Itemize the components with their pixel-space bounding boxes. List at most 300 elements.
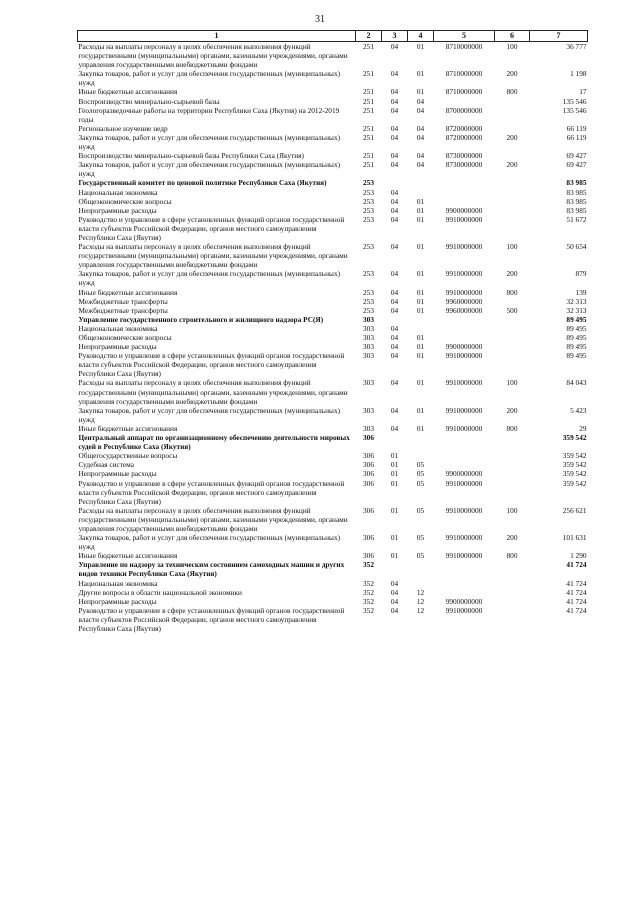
- table-row: [78, 106, 588, 124]
- row-subsection-cell: 05: [416, 469, 425, 479]
- row-admin-code-cell: 251: [363, 132, 374, 142]
- row-target-article-cell: 9910000000: [445, 214, 483, 224]
- row-expense-type-cell: 100: [506, 242, 518, 252]
- row-section-cell: 01: [390, 533, 399, 543]
- row-admin-code-cell: 306: [363, 478, 374, 488]
- table-row: [78, 188, 588, 197]
- row-expense-type-cell: [495, 97, 530, 106]
- row-amount-cell: 41 724: [566, 587, 587, 597]
- row-amount-cell: 32 313: [566, 305, 587, 315]
- row-name-cell: Воспроизводство минерально-сырьевой базы Республики Саха (Якутия): [78, 151, 304, 161]
- table-row: [78, 324, 588, 333]
- table-row-section: [78, 433, 588, 451]
- row-subsection-cell: [408, 324, 434, 333]
- row-admin-code-cell: 306: [363, 433, 374, 443]
- table-row: [78, 406, 588, 424]
- row-target-article-cell: 9910000000: [445, 533, 483, 543]
- row-admin-code-cell: 303: [363, 378, 374, 388]
- row-target-article-cell: [434, 460, 495, 469]
- row-expense-type-cell: [495, 197, 530, 206]
- row-section-cell: 04: [390, 187, 399, 197]
- row-subsection-cell: 04: [416, 132, 425, 142]
- row-name-cell: Непрограммные расходы: [78, 596, 157, 606]
- row-expense-type-cell: [495, 342, 530, 351]
- row-name-cell: Общеэкономические вопросы: [78, 196, 172, 206]
- row-amount-cell: 66 119: [566, 123, 587, 133]
- table-row-section: [78, 178, 588, 187]
- row-expense-type-cell: [495, 606, 530, 633]
- table-row: [78, 479, 588, 506]
- table-row: [78, 288, 588, 297]
- row-target-article-cell: 9910000000: [445, 423, 483, 433]
- row-subsection-cell: 12: [416, 596, 425, 606]
- row-subsection-cell: 05: [416, 478, 425, 488]
- row-target-article-cell: [434, 333, 495, 342]
- row-section-cell: 04: [390, 205, 399, 215]
- row-amount-cell: 256 621: [562, 505, 587, 515]
- row-subsection-cell: [408, 451, 434, 460]
- row-expense-type-cell: 800: [506, 87, 518, 97]
- row-section-cell: 04: [390, 333, 399, 342]
- row-name-cell: Межбюджетные трансферты: [78, 305, 168, 315]
- row-amount-cell: 41 724: [566, 578, 587, 588]
- budget-table: [77, 30, 588, 633]
- row-target-article-cell: 9910000000: [445, 478, 483, 488]
- row-name-cell: Судебная система: [78, 460, 134, 470]
- row-target-article-cell: [434, 97, 495, 106]
- row-section-cell: [382, 433, 408, 451]
- table-row: [78, 451, 588, 460]
- row-admin-code-cell: 303: [363, 351, 374, 361]
- row-amount-cell: 359 542: [562, 460, 587, 470]
- row-target-article-cell: 9910000000: [445, 287, 483, 297]
- row-subsection-cell: 04: [416, 96, 425, 106]
- row-subsection-cell: 12: [416, 587, 425, 597]
- row-expense-type-cell: [495, 579, 530, 588]
- row-amount-cell: 1 290: [570, 551, 587, 561]
- row-name-cell: Расходы на выплаты персоналу в целях обеспечения выполнения функций государственными (муниципальными) органами, казенными учреждениями, органами управления государственными внебюджетными фондами: [78, 378, 348, 406]
- row-admin-code-cell: 352: [363, 560, 374, 570]
- row-name-cell: Закупка товаров, работ и услуг для обеспечения государственных (муниципальных) нужд: [78, 69, 341, 88]
- row-expense-type-cell: 200: [506, 160, 518, 170]
- row-target-article-cell: 9900000000: [445, 469, 483, 479]
- row-subsection-cell: [408, 178, 434, 187]
- row-name-cell: Руководство и управление в сфере установленных функций органов государственной власти субъектов Российской Федерации, органов местного самоуправления Республики Саха (Якутия): [78, 605, 345, 633]
- row-name-cell: Иные бюджетные ассигнования: [78, 287, 178, 297]
- table-row: [78, 97, 588, 106]
- row-section-cell: 01: [390, 551, 399, 561]
- row-expense-type-cell: 800: [506, 287, 518, 297]
- row-name-cell: Воспроизводство минерально-сырьевой базы: [78, 96, 220, 106]
- row-target-article-cell: 9960000000: [445, 296, 483, 306]
- row-amount-cell: 135 546: [562, 105, 587, 115]
- row-amount-cell: 51 672: [566, 214, 587, 224]
- row-expense-type-cell: [495, 333, 530, 342]
- row-target-article-cell: 9900000000: [445, 596, 483, 606]
- row-name-cell: Непрограммные расходы: [78, 342, 157, 352]
- table-row-section: [78, 315, 588, 324]
- row-expense-type-cell: [495, 451, 530, 460]
- page-number: 31: [315, 14, 325, 25]
- row-subsection-cell: 01: [416, 287, 425, 297]
- row-target-article-cell: 8710000000: [445, 69, 483, 79]
- row-expense-type-cell: [495, 469, 530, 478]
- row-admin-code-cell: 306: [363, 505, 374, 515]
- row-admin-code-cell: 303: [363, 405, 374, 415]
- row-expense-type-cell: [495, 433, 530, 451]
- row-name-cell: Центральный аппарат по организационному обеспечению деятельности мировых судей в Республике Саха (Якутия): [78, 433, 350, 452]
- row-section-cell: 04: [390, 42, 399, 51]
- row-section-cell: 04: [390, 323, 399, 333]
- table-row: [78, 133, 588, 151]
- row-subsection-cell: 01: [416, 214, 425, 224]
- row-target-article-cell: 8730000000: [445, 160, 483, 170]
- row-expense-type-cell: [495, 106, 530, 124]
- row-target-article-cell: 9910000000: [445, 378, 483, 388]
- row-section-cell: [382, 315, 408, 324]
- row-section-cell: 01: [390, 460, 399, 470]
- row-expense-type-cell: [495, 178, 530, 187]
- row-admin-code-cell: 253: [363, 287, 374, 297]
- row-target-article-cell: 9910000000: [445, 242, 483, 252]
- row-target-article-cell: 8720000000: [445, 123, 483, 133]
- row-target-article-cell: [434, 178, 495, 187]
- row-amount-cell: 139: [575, 287, 587, 297]
- row-name-cell: Закупка товаров, работ и услуг для обеспечения государственных (муниципальных) нужд: [78, 405, 341, 424]
- row-name-cell: Закупка товаров, работ и услуг для обеспечения государственных (муниципальных) нужд: [78, 533, 341, 552]
- row-name-cell: Иные бюджетные ассигнования: [78, 551, 178, 561]
- row-amount-cell: 50 654: [566, 242, 587, 252]
- row-amount-cell: 359 542: [562, 469, 587, 479]
- row-expense-type-cell: 200: [506, 69, 518, 79]
- column-header: 7: [530, 31, 588, 42]
- row-target-article-cell: [434, 451, 495, 460]
- row-target-article-cell: [434, 197, 495, 206]
- table-row: [78, 469, 588, 478]
- row-subsection-cell: 01: [416, 305, 425, 315]
- table-row: [78, 215, 588, 242]
- row-amount-cell: 84 043: [566, 378, 587, 388]
- table-row: [78, 424, 588, 433]
- row-target-article-cell: [434, 433, 495, 451]
- row-section-cell: 04: [390, 196, 399, 206]
- row-subsection-cell: 01: [416, 423, 425, 433]
- row-section-cell: 04: [390, 296, 399, 306]
- table-row: [78, 342, 588, 351]
- row-target-article-cell: 9910000000: [445, 351, 483, 361]
- row-target-article-cell: 9960000000: [445, 305, 483, 315]
- row-amount-cell: 83 985: [566, 187, 587, 197]
- row-name-cell: Закупка товаров, работ и услуг для обеспечения государственных (муниципальных) нужд: [78, 132, 341, 152]
- row-admin-code-cell: 352: [363, 578, 374, 588]
- row-expense-type-cell: 500: [506, 305, 518, 315]
- row-admin-code-cell: 253: [363, 269, 374, 279]
- row-section-cell: 04: [390, 87, 399, 97]
- row-admin-code-cell: 253: [363, 242, 374, 252]
- row-amount-cell: 36 777: [566, 42, 587, 51]
- table-row: [78, 197, 588, 206]
- row-admin-code-cell: 306: [363, 551, 374, 561]
- column-header: 3: [382, 31, 408, 42]
- row-amount-cell: 359 542: [562, 478, 587, 488]
- row-subsection-cell: 01: [416, 378, 425, 388]
- row-name-cell: Межбюджетные трансферты: [78, 296, 168, 306]
- row-expense-type-cell: 800: [506, 423, 518, 433]
- row-amount-cell: 17: [579, 87, 587, 97]
- row-name-cell: Национальная экономика: [78, 323, 158, 333]
- row-subsection-cell: 04: [416, 105, 425, 115]
- row-admin-code-cell: 303: [363, 314, 374, 324]
- row-amount-cell: 69 427: [566, 160, 587, 170]
- row-expense-type-cell: 100: [506, 42, 518, 51]
- table-row: [78, 242, 588, 269]
- table-row: [78, 551, 588, 560]
- table-row: [78, 69, 588, 87]
- row-amount-cell: 89 495: [566, 351, 587, 361]
- row-subsection-cell: 05: [416, 551, 425, 561]
- column-header: 2: [356, 31, 382, 42]
- row-section-cell: 01: [390, 469, 399, 479]
- row-expense-type-cell: [495, 588, 530, 597]
- row-section-cell: 04: [390, 605, 399, 615]
- row-section-cell: 01: [390, 505, 399, 515]
- row-subsection-cell: 01: [416, 196, 425, 206]
- row-name-cell: Непрограммные расходы: [78, 205, 157, 215]
- row-amount-cell: 879: [575, 269, 587, 279]
- row-subsection-cell: 01: [416, 269, 425, 279]
- column-header: 4: [408, 31, 434, 42]
- row-admin-code-cell: 251: [363, 123, 374, 133]
- row-section-cell: 04: [390, 123, 399, 133]
- column-header: 5: [434, 31, 495, 42]
- row-section-cell: 04: [390, 242, 399, 252]
- table-row: [78, 506, 588, 533]
- row-name-cell: Расходы на выплаты персоналу в целях обеспечения выполнения функций государственными (муниципальными) органами, казенными учреждениями, органами управления государственными внебюджетными фондами: [78, 42, 348, 70]
- row-amount-cell: 32 313: [566, 296, 587, 306]
- row-subsection-cell: 01: [416, 42, 425, 51]
- row-subsection-cell: 04: [416, 160, 425, 170]
- row-section-cell: 04: [390, 96, 399, 106]
- row-section-cell: 04: [390, 287, 399, 297]
- row-target-article-cell: [434, 588, 495, 597]
- row-section-cell: 04: [390, 214, 399, 224]
- row-subsection-cell: 01: [416, 296, 425, 306]
- row-name-cell: Национальная экономика: [78, 578, 158, 588]
- row-subsection-cell: 05: [416, 460, 425, 470]
- row-target-article-cell: 8720000000: [445, 132, 483, 142]
- row-target-article-cell: [434, 579, 495, 588]
- row-admin-code-cell: 253: [363, 214, 374, 224]
- row-expense-type-cell: 800: [506, 551, 518, 561]
- row-amount-cell: 41 724: [566, 560, 587, 570]
- row-subsection-cell: [408, 433, 434, 451]
- row-admin-code-cell: 253: [363, 178, 374, 188]
- row-target-article-cell: [434, 188, 495, 197]
- row-target-article-cell: 9900000000: [445, 342, 483, 352]
- row-admin-code-cell: 352: [363, 596, 374, 606]
- row-amount-cell: 41 724: [566, 596, 587, 606]
- column-header: 6: [495, 31, 530, 42]
- row-subsection-cell: 01: [416, 69, 425, 79]
- table-row: [78, 124, 588, 133]
- row-section-cell: 04: [390, 151, 399, 161]
- row-subsection-cell: 04: [416, 151, 425, 161]
- row-expense-type-cell: 200: [506, 405, 518, 415]
- row-name-cell: Региональное изучение недр: [78, 123, 168, 133]
- row-name-cell: Национальная экономика: [78, 187, 158, 197]
- row-target-article-cell: 8700000000: [445, 105, 483, 115]
- table-row: [78, 460, 588, 469]
- row-name-cell: Иные бюджетные ассигнования: [78, 87, 178, 97]
- row-expense-type-cell: [495, 460, 530, 469]
- row-expense-type-cell: [495, 324, 530, 333]
- row-section-cell: 04: [390, 578, 399, 588]
- row-target-article-cell: [434, 560, 495, 578]
- table-row-section: [78, 560, 588, 578]
- row-section-cell: 04: [390, 132, 399, 142]
- row-admin-code-cell: 303: [363, 342, 374, 352]
- row-subsection-cell: [408, 188, 434, 197]
- row-amount-cell: 359 542: [562, 451, 587, 461]
- row-expense-type-cell: 200: [506, 132, 518, 142]
- row-section-cell: 04: [390, 305, 399, 315]
- row-name-cell: Закупка товаров, работ и услуг для обеспечения государственных (муниципальных) нужд: [78, 160, 341, 179]
- row-section-cell: 04: [390, 269, 399, 279]
- table-row: [78, 351, 588, 378]
- row-target-article-cell: 9910000000: [445, 269, 483, 279]
- row-subsection-cell: 04: [416, 123, 425, 133]
- row-admin-code-cell: 251: [363, 96, 374, 106]
- row-section-cell: [382, 560, 408, 578]
- row-section-cell: 04: [390, 160, 399, 170]
- row-expense-type-cell: 200: [506, 533, 518, 543]
- row-admin-code-cell: 253: [363, 205, 374, 215]
- row-amount-cell: 29: [579, 423, 587, 433]
- row-admin-code-cell: 306: [363, 460, 374, 470]
- row-amount-cell: 89 495: [566, 323, 587, 333]
- row-section-cell: 01: [390, 451, 399, 461]
- row-admin-code-cell: 253: [363, 305, 374, 315]
- row-admin-code-cell: 352: [363, 587, 374, 597]
- row-section-cell: 04: [390, 105, 399, 115]
- row-expense-type-cell: [495, 206, 530, 215]
- row-admin-code-cell: 251: [363, 105, 374, 115]
- table-row: [78, 533, 588, 551]
- table-row: [78, 579, 588, 588]
- row-admin-code-cell: 251: [363, 42, 374, 51]
- row-amount-cell: 89 495: [566, 333, 587, 342]
- row-name-cell: Геологоразведочные работы на территории Республики Саха (Якутия) на 2012-2019 годы: [78, 105, 340, 124]
- row-admin-code-cell: 251: [363, 160, 374, 170]
- row-admin-code-cell: 303: [363, 423, 374, 433]
- row-section-cell: 04: [390, 378, 399, 388]
- row-target-article-cell: 8730000000: [445, 151, 483, 161]
- row-amount-cell: 89 495: [566, 342, 587, 352]
- row-section-cell: 04: [390, 405, 399, 415]
- row-admin-code-cell: 303: [363, 333, 374, 342]
- row-expense-type-cell: [495, 351, 530, 378]
- row-subsection-cell: 05: [416, 533, 425, 543]
- row-target-article-cell: 9910000000: [445, 551, 483, 561]
- row-target-article-cell: [434, 315, 495, 324]
- row-target-article-cell: 9910000000: [445, 505, 483, 515]
- row-admin-code-cell: 253: [363, 187, 374, 197]
- row-section-cell: 04: [390, 69, 399, 79]
- row-subsection-cell: 01: [416, 342, 425, 352]
- table-row: [78, 269, 588, 287]
- row-admin-code-cell: 306: [363, 451, 374, 461]
- row-admin-code-cell: 251: [363, 151, 374, 161]
- table-row: [78, 297, 588, 306]
- row-expense-type-cell: [495, 560, 530, 578]
- row-admin-code-cell: 303: [363, 323, 374, 333]
- row-name-cell: Руководство и управление в сфере установленных функций органов государственной власти субъектов Российской Федерации, органов местного самоуправления Республики Саха (Якутия): [78, 351, 345, 379]
- row-expense-type-cell: 100: [506, 378, 518, 388]
- table-header-row: [78, 31, 588, 42]
- table-row: [78, 378, 588, 405]
- row-target-article-cell: 8710000000: [445, 42, 483, 51]
- row-target-article-cell: 9900000000: [445, 205, 483, 215]
- row-name-cell: Другие вопросы в области национальной экономики: [78, 587, 242, 597]
- row-amount-cell: 83 985: [566, 205, 587, 215]
- row-admin-code-cell: 306: [363, 533, 374, 543]
- row-amount-cell: 83 985: [566, 178, 587, 188]
- row-expense-type-cell: [495, 315, 530, 324]
- row-name-cell: Общегосударственные вопросы: [78, 451, 178, 461]
- row-expense-type-cell: [495, 215, 530, 242]
- table-row: [78, 42, 588, 70]
- row-subsection-cell: 01: [416, 351, 425, 361]
- row-subsection-cell: 05: [416, 505, 425, 515]
- row-expense-type-cell: [495, 297, 530, 306]
- row-amount-cell: 69 427: [566, 151, 587, 161]
- row-name-cell: Закупка товаров, работ и услуг для обеспечения государственных (муниципальных) нужд: [78, 269, 341, 288]
- row-name-cell: Расходы на выплаты персоналу в целях обеспечения выполнения функций государственными (муниципальными) органами, казенными учреждениями, органами управления государственными внебюджетными фондами: [78, 242, 348, 270]
- row-name-cell: Общеэкономические вопросы: [78, 333, 172, 342]
- row-name-cell: Управление государственного строительного и жилищного надзора РС(Я): [78, 314, 324, 324]
- row-section-cell: 04: [390, 596, 399, 606]
- row-target-article-cell: [434, 324, 495, 333]
- row-admin-code-cell: 306: [363, 469, 374, 479]
- row-expense-type-cell: [495, 597, 530, 606]
- row-subsection-cell: 01: [416, 405, 425, 415]
- row-expense-type-cell: [495, 188, 530, 197]
- row-name-cell: Руководство и управление в сфере установленных функций органов государственной власти субъектов Российской Федерации, органов местного самоуправления Республики Саха (Якутия): [78, 478, 345, 506]
- row-amount-cell: 83 985: [566, 196, 587, 206]
- table-row: [78, 151, 588, 160]
- row-section-cell: 04: [390, 342, 399, 352]
- row-name-cell: Руководство и управление в сфере установленных функций органов государственной власти субъектов Российской Федерации, органов местного самоуправления Республики Саха (Якутия): [78, 214, 345, 242]
- row-section-cell: [382, 178, 408, 187]
- table-body: [78, 42, 588, 634]
- row-subsection-cell: [408, 560, 434, 578]
- row-subsection-cell: 01: [416, 242, 425, 252]
- row-name-cell: Государственный комитет по ценовой политике Республики Саха (Якутия): [78, 178, 327, 188]
- row-amount-cell: 66 119: [566, 132, 587, 142]
- table-row: [78, 87, 588, 96]
- row-target-article-cell: 8710000000: [445, 87, 483, 97]
- row-amount-cell: 89 495: [566, 314, 587, 324]
- row-expense-type-cell: [495, 124, 530, 133]
- row-target-article-cell: 9910000000: [445, 405, 483, 415]
- row-amount-cell: 359 542: [562, 433, 587, 443]
- row-admin-code-cell: 352: [363, 605, 374, 615]
- row-subsection-cell: 01: [416, 87, 425, 97]
- row-section-cell: 01: [390, 478, 399, 488]
- table-row: [78, 606, 588, 633]
- row-subsection-cell: 01: [416, 333, 425, 342]
- table-row: [78, 597, 588, 606]
